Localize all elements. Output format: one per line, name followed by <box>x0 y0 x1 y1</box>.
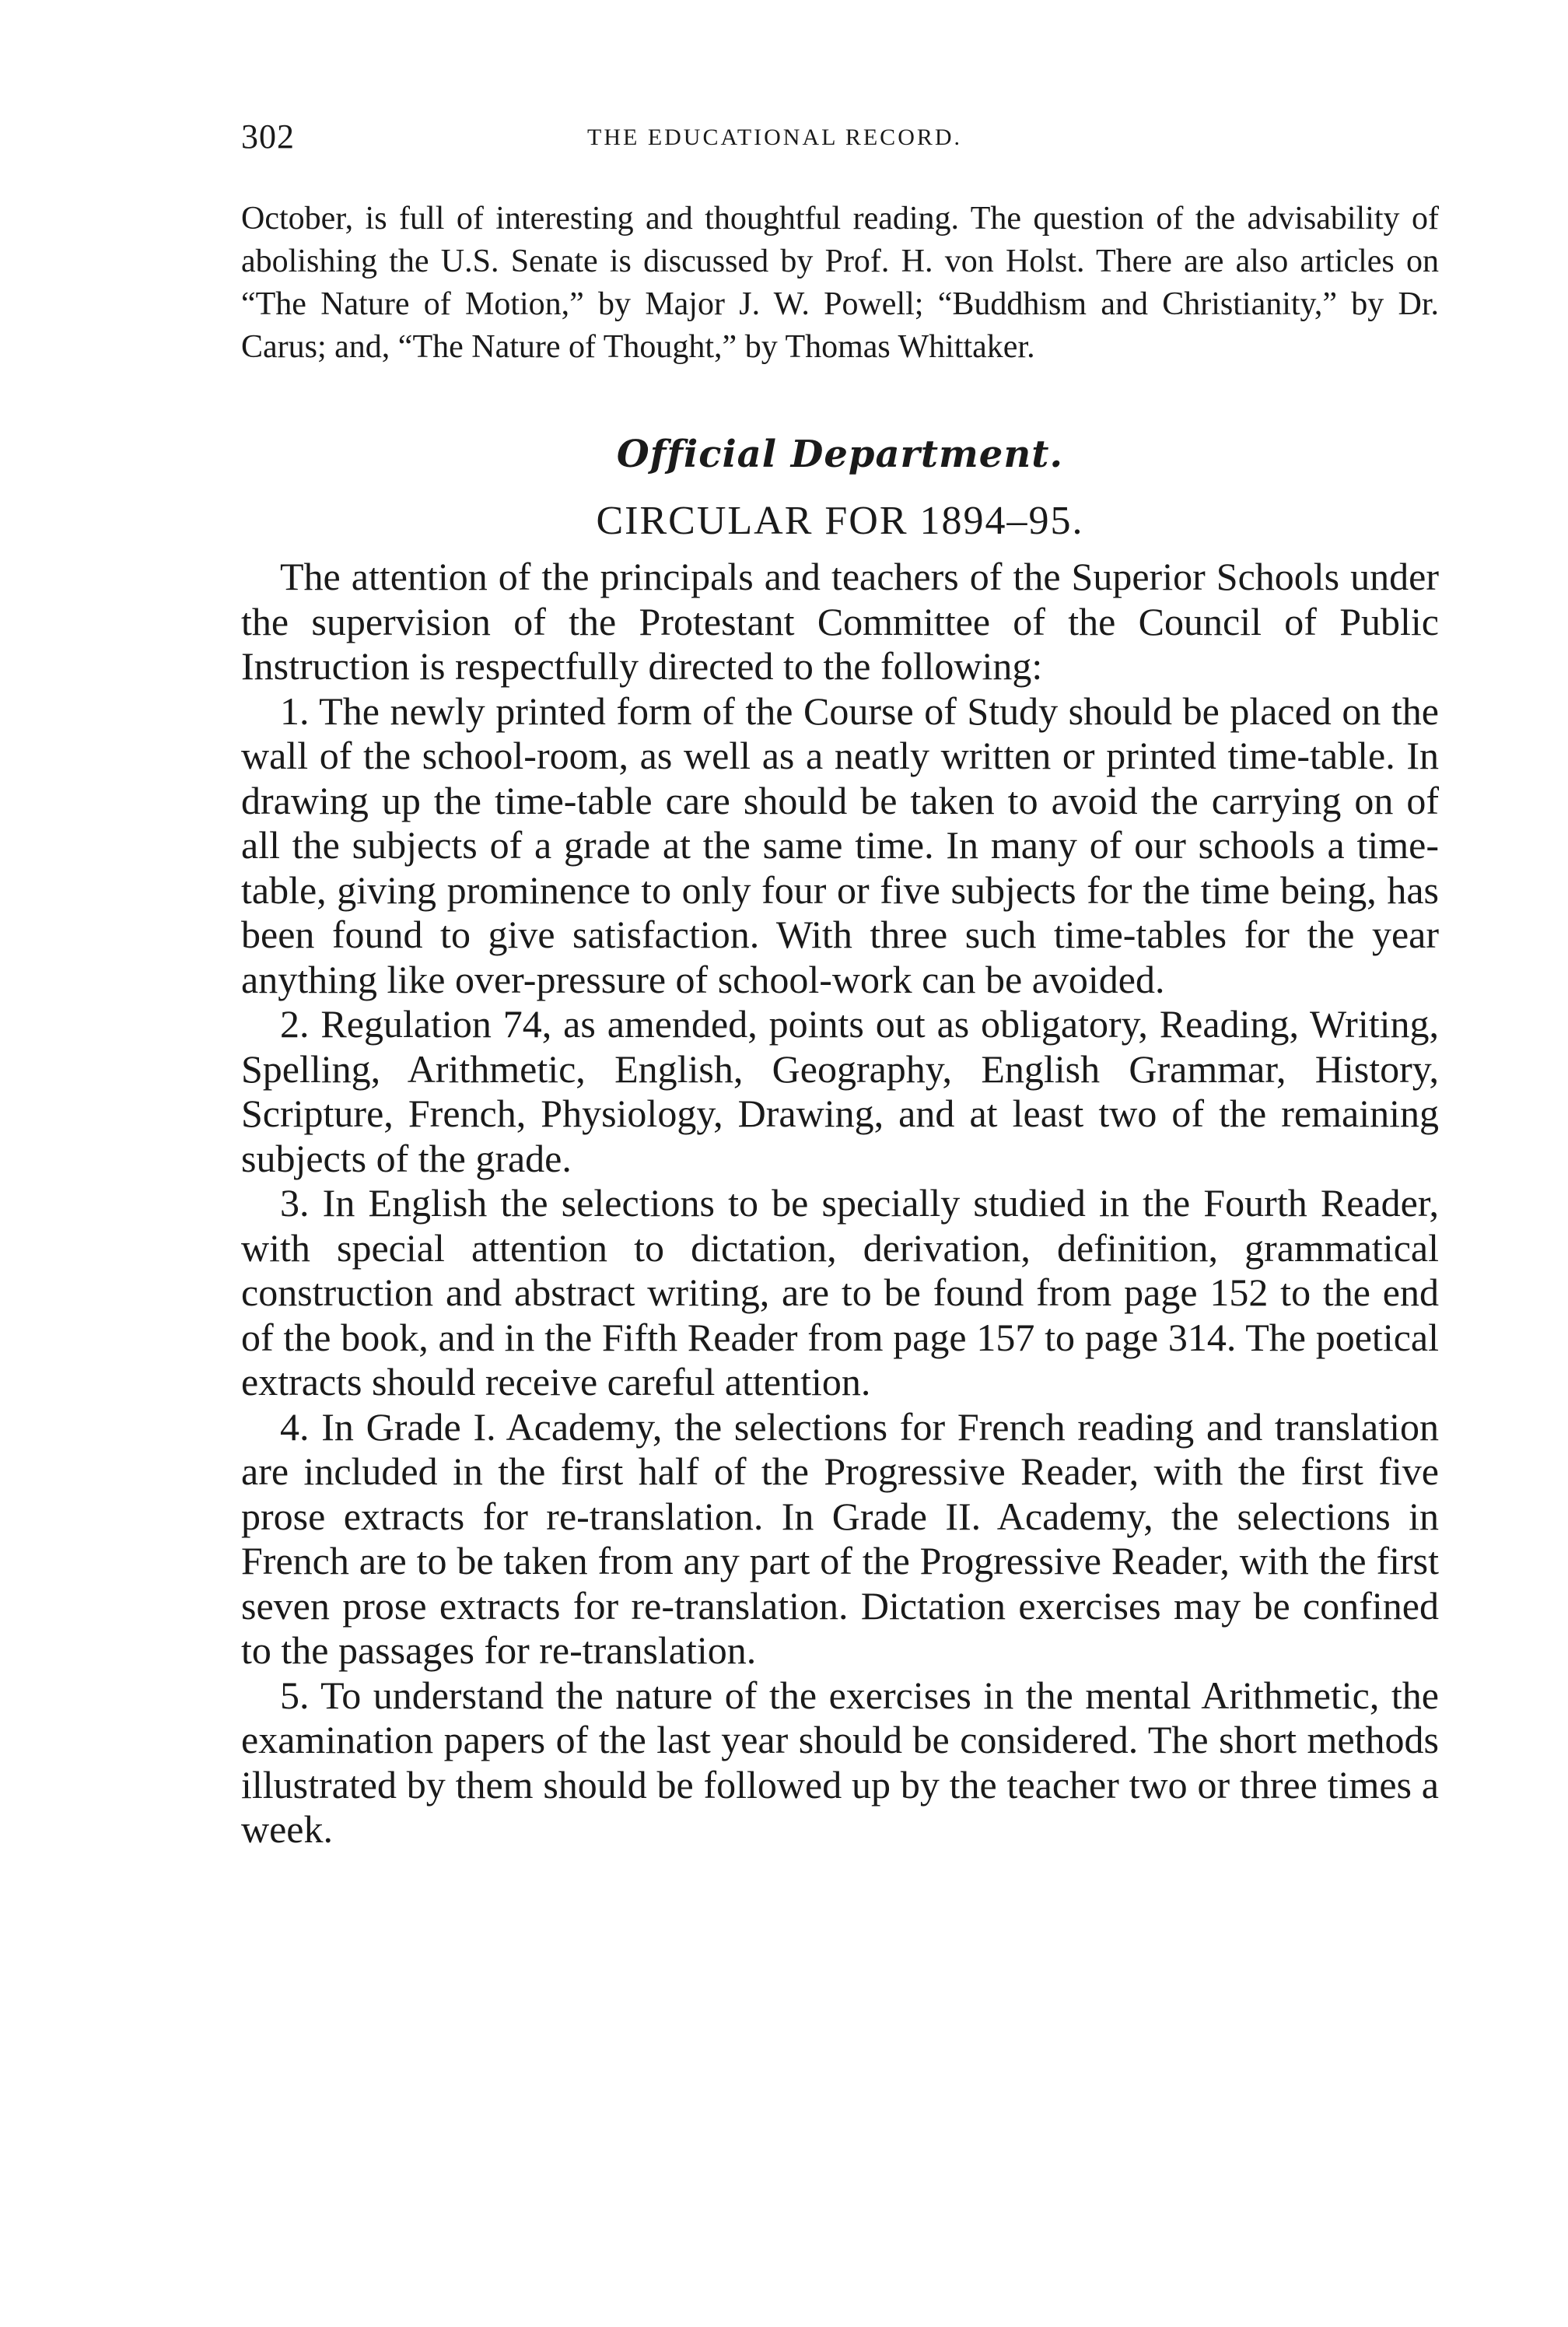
journal-title: THE EDUCATIONAL RECORD. <box>587 124 963 150</box>
body-paragraph-intro: The attention of the principals and teachers of the Superior Schools under the supervision of the Protestant Committee of the Council of Public Instruction is respectfully directed to the following: <box>241 555 1439 688</box>
body-paragraph-1: 1. The newly printed form of the Course of Study should be placed on the wall of the school-room, as well as a neatly written or printed time-table. In drawing up the time-table care should be taken to avoid the carrying on of all the subjects of a grade at the same time. In many of our schools a time-table, giving prominence to only four or five subjects for the time being, has been found to give satisfaction. With three such time-tables for the year anything like over-pressure of school-work can be avoided. <box>241 689 1439 1001</box>
body-paragraph-3: 3. In English the selections to be specially studied in the Fourth Reader, with special attention to dictation, derivation, definition, grammatical construction and abstract writing, are to be found from page 152 to the end of the book, and in the Fifth Reader from page 157 to page 314. The poetical extracts should receive careful attention. <box>241 1181 1439 1404</box>
body-paragraph-5: 5. To understand the nature of the exercises in the mental Arithmetic, the examination papers of the last year should be considered. The short methods illustrated by them should be followed up by the teacher two or three times a week. <box>241 1673 1439 1851</box>
intro-paragraph: October, is full of interesting and thoughtful reading. The question of the advisability of abolishing the U.S. Senate is discussed by Prof. H. von Holst. There are also articles on “The Nature of Motion,” by Major J. W. Powell; “Buddhism and Christianity,” by Dr. Carus; and, “The Nature of Thought,” by Thomas Whittaker. <box>241 201 1439 365</box>
body-paragraph-4: 4. In Grade I. Academy, the selections for French reading and translation are included in the first half of the Progressive Reader, with the first five prose extracts for re-translation. In Grade II. Academy, the selections in French are to be taken from any part of the Progressive Reader, with the first seven prose extracts for re-translation. Dictation exercises may be confined to the passages for re-translation. <box>241 1404 1439 1672</box>
running-head <box>241 117 1439 171</box>
page-number: 302 <box>241 117 295 156</box>
page <box>241 117 1439 1852</box>
section-heading: Official Department. <box>616 433 1064 476</box>
circular-title: CIRCULAR FOR 1894–95. <box>596 499 1084 543</box>
body-paragraph-2: 2. Regulation 74, as amended, points out as obligatory, Reading, Writing, Spelling, Arithmetic, English, Geography, English Grammar, History, Scripture, French, Physiology, Drawing, and at least two of the remaining subjects of the grade. <box>241 1002 1439 1180</box>
